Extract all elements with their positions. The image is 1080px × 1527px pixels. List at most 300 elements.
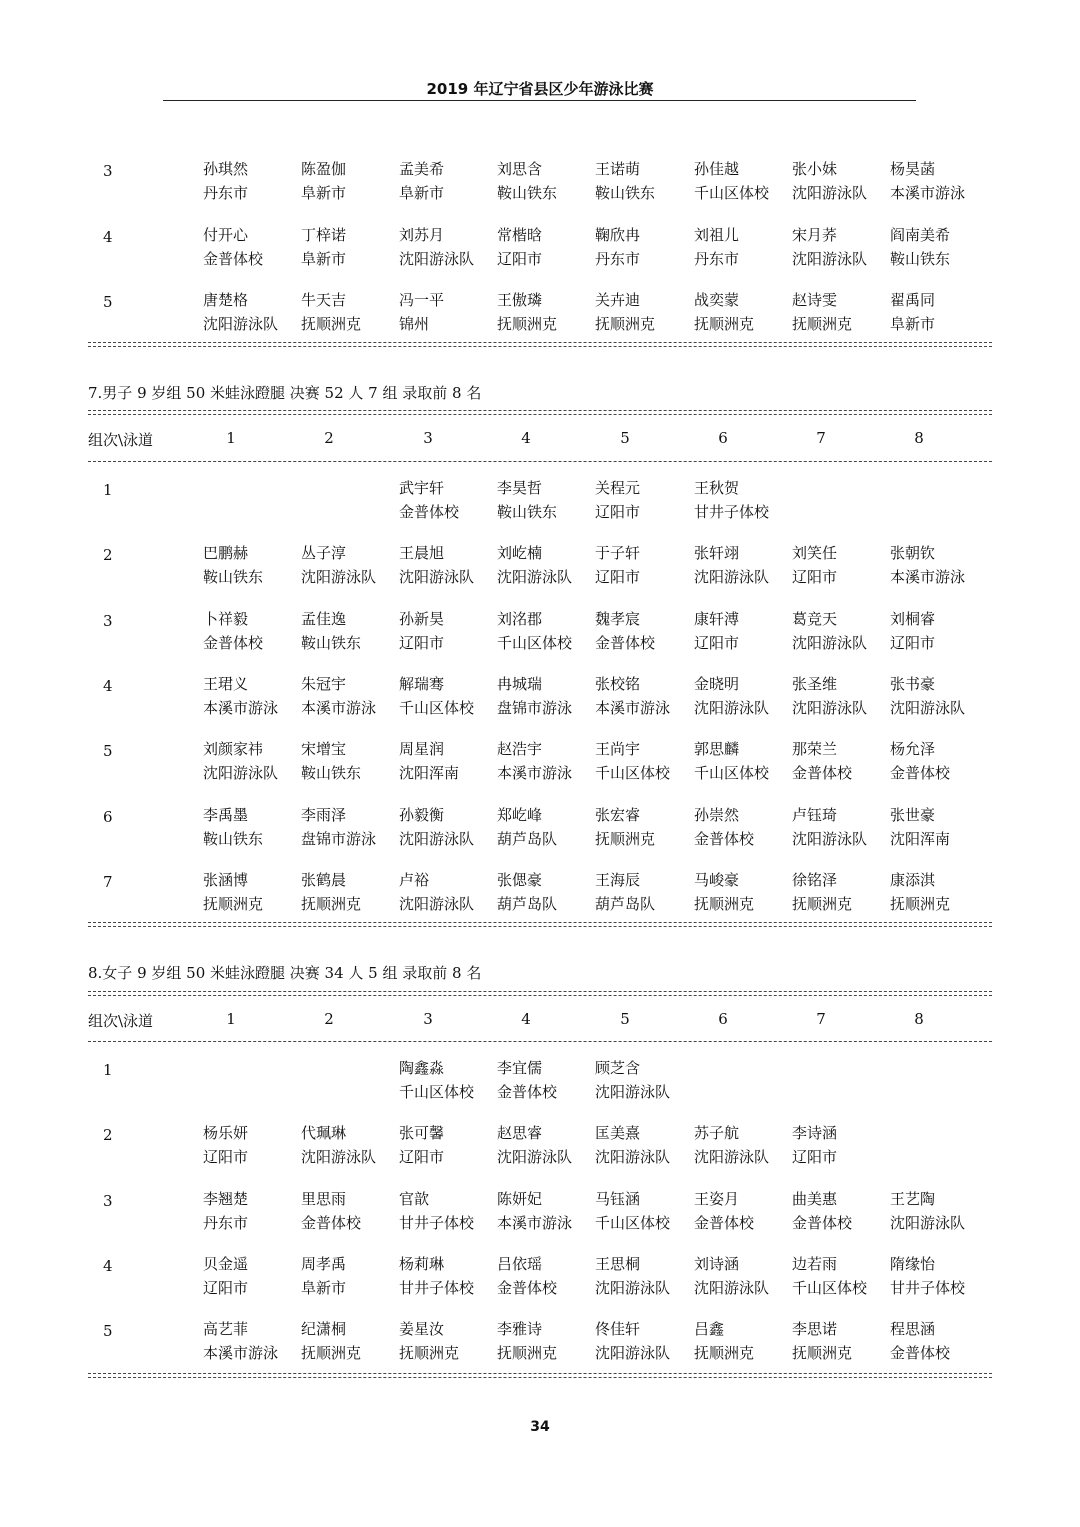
team-name: 本溪市游泳 xyxy=(890,568,966,587)
swimmer-name: 王艺陶 xyxy=(890,1189,936,1208)
swimmer-name: 鞠欣冉 xyxy=(595,225,641,244)
lane-entry xyxy=(792,162,889,205)
team-name: 辽阳市 xyxy=(203,1278,249,1297)
section-title-boys-9: 7.男子 9 岁组 50 米蛙泳蹬腿 决赛 52 人 7 组 录取前 8 名 xyxy=(88,384,482,402)
team-name: 本溪市游泳 xyxy=(595,698,671,717)
team-name: 沈阳游泳队 xyxy=(497,1148,573,1167)
team-name: 金普体校 xyxy=(694,829,755,848)
lane-entry xyxy=(792,1254,889,1300)
team-name: 辽阳市 xyxy=(890,633,936,652)
lane-entry xyxy=(890,162,987,205)
swimmer-name: 程思涵 xyxy=(890,1320,936,1339)
swimmer-name: 刘桐睿 xyxy=(890,609,936,628)
swimmer-name: 吕依瑶 xyxy=(497,1254,543,1273)
swimmer-name: 关卉迪 xyxy=(595,291,641,309)
swimmer-name: 康轩溥 xyxy=(694,609,740,628)
team-name: 金普体校 xyxy=(203,249,264,268)
swimmer-name: 杨昊菡 xyxy=(890,160,936,178)
team-name: 抚顺洲克 xyxy=(792,1344,853,1363)
heat-number: 2 xyxy=(103,546,113,565)
team-name: 本溪市游泳 xyxy=(301,698,377,717)
swimmer-name: 王海辰 xyxy=(595,870,641,889)
team-name: 甘井子体校 xyxy=(399,1278,475,1297)
team-name: 千山区体校 xyxy=(497,633,573,652)
swimmer-name: 阎南美希 xyxy=(890,225,951,244)
lane-entry xyxy=(399,742,496,785)
lane-entry xyxy=(399,1189,496,1235)
lane-number: 3 xyxy=(423,429,433,447)
swimmer-name: 孟美希 xyxy=(399,160,445,178)
team-name: 本溪市游泳 xyxy=(890,184,966,202)
lane-entry xyxy=(694,481,791,524)
lane-header-label: 组次\泳道 xyxy=(88,431,154,449)
lane-entry xyxy=(203,225,300,271)
lane-entry xyxy=(694,870,791,916)
lane-entry xyxy=(497,674,594,720)
team-name: 丹东市 xyxy=(203,184,249,202)
lane-entry xyxy=(792,805,889,851)
team-name: 抚顺洲克 xyxy=(792,894,853,913)
swimmer-name: 张书豪 xyxy=(890,674,936,693)
team-name: 甘井子体校 xyxy=(399,1213,475,1232)
lane-entry xyxy=(497,481,594,524)
team-name: 千山区体校 xyxy=(694,764,770,783)
team-name: 沈阳游泳队 xyxy=(792,698,868,717)
swimmer-name: 赵浩宇 xyxy=(497,740,543,759)
lane-entry xyxy=(497,1254,594,1300)
swimmer-name: 张校铭 xyxy=(595,674,641,693)
team-name: 葫芦岛队 xyxy=(497,894,558,913)
team-name: 金普体校 xyxy=(595,633,656,652)
team-name: 沈阳游泳队 xyxy=(792,184,868,202)
heat-row xyxy=(88,546,992,594)
team-name: 沈阳游泳队 xyxy=(694,1148,770,1167)
lane-entry xyxy=(399,870,496,916)
swimmer-name: 王珺义 xyxy=(203,674,249,693)
team-name: 金普体校 xyxy=(792,764,853,783)
swimmer-name xyxy=(890,476,987,500)
header-rule xyxy=(163,100,916,101)
team-name: 本溪市游泳 xyxy=(203,698,279,717)
lane-number: 7 xyxy=(816,1010,826,1028)
swimmer-name: 魏孝宸 xyxy=(595,609,641,628)
lane-entry xyxy=(595,162,692,205)
lane-entry xyxy=(792,674,889,720)
heat-row xyxy=(88,1061,992,1109)
team-name: 抚顺洲克 xyxy=(203,894,264,913)
team-name: 鞍山铁东 xyxy=(301,764,362,783)
lane-entry xyxy=(595,1189,692,1235)
swimmer-name: 李雨泽 xyxy=(301,805,347,824)
lane-entry xyxy=(399,1322,496,1365)
swimmer-name: 孙新昊 xyxy=(399,609,445,628)
team-name: 抚顺洲克 xyxy=(399,1344,460,1363)
lane-entry xyxy=(694,1189,791,1235)
team-name: 沈阳浑南 xyxy=(399,764,460,783)
double-divider xyxy=(88,342,992,347)
swimmer-name: 赵思睿 xyxy=(497,1124,543,1143)
lane-entry xyxy=(694,805,791,851)
lane-entry xyxy=(890,481,987,524)
lane-entry xyxy=(497,742,594,785)
team-name: 沈阳游泳队 xyxy=(694,568,770,587)
team-name: 沈阳游泳队 xyxy=(694,1278,770,1297)
team-name: 金普体校 xyxy=(203,633,264,652)
heat-number: 3 xyxy=(103,162,113,180)
swimmer-name: 王思桐 xyxy=(595,1254,641,1273)
lane-entry xyxy=(890,609,987,655)
swimmer-name: 高艺菲 xyxy=(203,1320,249,1339)
lane-number: 2 xyxy=(324,1010,334,1028)
team-name: 抚顺洲克 xyxy=(694,315,755,333)
swimmer-name: 张偲豪 xyxy=(497,870,543,889)
swimmer-name: 陈妍妃 xyxy=(497,1189,543,1208)
lane-entry xyxy=(792,870,889,916)
lane-entry xyxy=(203,674,300,720)
heat-row xyxy=(88,1189,992,1240)
lane-entry xyxy=(301,546,398,589)
lane-entry xyxy=(497,1126,594,1169)
lane-entry xyxy=(203,609,300,655)
swimmer-name: 张朝钦 xyxy=(890,544,936,563)
team-name xyxy=(792,500,889,524)
swimmer-name xyxy=(301,476,398,500)
swimmer-name: 王晨旭 xyxy=(399,544,445,563)
swimmer-name xyxy=(890,1056,987,1080)
team-name: 金普体校 xyxy=(497,1278,558,1297)
team-name: 金普体校 xyxy=(301,1213,362,1232)
team-name: 抚顺洲克 xyxy=(694,1344,755,1363)
team-name: 葫芦岛队 xyxy=(595,894,656,913)
lane-entry xyxy=(497,225,594,271)
swimmer-name: 杨乐妍 xyxy=(203,1124,249,1143)
team-name: 鞍山铁东 xyxy=(595,184,656,202)
single-divider xyxy=(88,1041,992,1042)
lane-entry xyxy=(301,1254,398,1300)
team-name: 沈阳游泳队 xyxy=(890,698,966,717)
lane-entry xyxy=(694,546,791,589)
lane-entry xyxy=(301,225,398,271)
swimmer-name: 佟佳轩 xyxy=(595,1320,641,1339)
swimmer-name: 王秋贺 xyxy=(694,479,740,497)
double-divider xyxy=(88,922,992,927)
lane-number: 1 xyxy=(226,1010,236,1028)
swimmer-name: 隋缘怡 xyxy=(890,1254,936,1273)
swimmer-name: 吕鑫 xyxy=(694,1320,725,1339)
lane-entry xyxy=(497,805,594,851)
lane-entry xyxy=(595,546,692,589)
lane-entry xyxy=(595,870,692,916)
swimmer-name: 刘屹楠 xyxy=(497,544,543,563)
heat-number: 4 xyxy=(103,227,113,246)
swimmer-name: 牛天吉 xyxy=(301,291,347,309)
swimmer-name: 边若雨 xyxy=(792,1254,838,1273)
lane-entry xyxy=(399,481,496,524)
team-name: 抚顺洲克 xyxy=(497,315,558,333)
lane-entry xyxy=(399,1061,496,1104)
lane-entry xyxy=(694,609,791,655)
team-name: 抚顺洲克 xyxy=(301,1344,362,1363)
team-name: 鞍山铁东 xyxy=(203,568,264,587)
swimmer-name: 那荣兰 xyxy=(792,740,838,759)
swimmer-name: 解瑞骞 xyxy=(399,674,445,693)
lane-header-row xyxy=(88,429,992,451)
lane-entry xyxy=(497,1189,594,1235)
team-name: 阜新市 xyxy=(301,1278,347,1297)
heat-number: 3 xyxy=(103,611,113,630)
team-name: 辽阳市 xyxy=(694,633,740,652)
swimmer-name: 葛竞天 xyxy=(792,609,838,628)
lane-entry xyxy=(890,870,987,916)
lane-number: 5 xyxy=(620,429,630,447)
lane-entry xyxy=(203,870,300,916)
lane-entry xyxy=(890,1254,987,1300)
swimmer-name: 陶鑫淼 xyxy=(399,1059,445,1077)
lane-entry xyxy=(595,225,692,271)
team-name: 辽阳市 xyxy=(595,503,641,521)
swimmer-name: 冉城瑞 xyxy=(497,674,543,693)
lane-entry xyxy=(694,1254,791,1300)
team-name: 沈阳游泳队 xyxy=(301,1148,377,1167)
team-name: 辽阳市 xyxy=(497,249,543,268)
lane-entry xyxy=(890,1061,987,1104)
lane-entry xyxy=(694,1322,791,1365)
lane-entry xyxy=(301,1061,398,1104)
team-name xyxy=(890,1145,987,1169)
swimmer-name: 张小妹 xyxy=(792,160,838,178)
swimmer-name: 李昊哲 xyxy=(497,479,543,497)
swimmer-name xyxy=(301,1056,398,1080)
swimmer-name: 姜星汝 xyxy=(399,1320,445,1339)
team-name: 辽阳市 xyxy=(792,1148,838,1167)
team-name: 金普体校 xyxy=(792,1213,853,1232)
swimmer-name: 刘祖儿 xyxy=(694,225,740,244)
swimmer-name: 武宇轩 xyxy=(399,479,445,497)
team-name: 沈阳游泳队 xyxy=(399,249,475,268)
team-name xyxy=(203,500,300,524)
team-name: 沈阳游泳队 xyxy=(792,829,868,848)
team-name: 金普体校 xyxy=(497,1083,558,1101)
swimmer-name: 李诗涵 xyxy=(792,1124,838,1143)
lane-entry xyxy=(890,546,987,589)
lane-entry xyxy=(595,1061,692,1104)
swimmer-name: 张鹤晨 xyxy=(301,870,347,889)
lane-entry xyxy=(203,1322,300,1365)
team-name: 甘井子体校 xyxy=(890,1278,966,1297)
swimmer-name: 张可馨 xyxy=(399,1124,445,1143)
lane-entry xyxy=(203,742,300,785)
team-name: 千山区体校 xyxy=(399,698,475,717)
swimmer-name: 顾芝含 xyxy=(595,1059,641,1077)
lane-entry xyxy=(399,1126,496,1169)
double-divider xyxy=(88,991,992,996)
team-name: 沈阳游泳队 xyxy=(203,764,279,783)
lane-entry xyxy=(595,674,692,720)
lane-number: 2 xyxy=(324,429,334,447)
team-name: 辽阳市 xyxy=(203,1148,249,1167)
lane-entry xyxy=(203,1254,300,1300)
lane-header-label: 组次\泳道 xyxy=(88,1012,154,1030)
heat-number: 5 xyxy=(103,742,113,761)
heat-number: 1 xyxy=(103,1061,113,1079)
swimmer-name: 宋增宝 xyxy=(301,740,347,759)
swimmer-name: 李雅诗 xyxy=(497,1320,543,1339)
lane-entry xyxy=(497,609,594,655)
swimmer-name: 张宏睿 xyxy=(595,805,641,824)
swimmer-name: 刘笑任 xyxy=(792,544,838,563)
swimmer-name: 杨莉琳 xyxy=(399,1254,445,1273)
team-name: 鞍山铁东 xyxy=(890,249,951,268)
lane-entry xyxy=(203,1126,300,1169)
heat-row xyxy=(88,1126,992,1174)
lane-entry xyxy=(792,1189,889,1235)
swimmer-name: 李宜儒 xyxy=(497,1059,543,1077)
team-name: 抚顺洲克 xyxy=(792,315,853,333)
team-name: 千山区体校 xyxy=(595,764,671,783)
team-name: 沈阳游泳队 xyxy=(694,698,770,717)
swimmer-name: 曲美惠 xyxy=(792,1189,838,1208)
lane-entry xyxy=(301,481,398,524)
lane-number: 8 xyxy=(914,429,924,447)
lane-entry xyxy=(890,674,987,720)
team-name: 辽阳市 xyxy=(399,633,445,652)
swimmer-name: 孟佳逸 xyxy=(301,609,347,628)
heat-row xyxy=(88,674,992,725)
lane-entry xyxy=(399,293,496,336)
team-name: 鞍山铁东 xyxy=(203,829,264,848)
swimmer-name: 杨允泽 xyxy=(890,740,936,759)
team-name: 抚顺洲克 xyxy=(301,894,362,913)
lane-entry xyxy=(595,293,692,336)
team-name: 沈阳游泳队 xyxy=(399,568,475,587)
swimmer-name: 常楷晗 xyxy=(497,225,543,244)
lane-entry xyxy=(694,225,791,271)
team-name: 锦州 xyxy=(399,315,430,333)
team-name: 沈阳游泳队 xyxy=(595,1344,671,1363)
swimmer-name: 郭思麟 xyxy=(694,740,740,759)
lane-entry xyxy=(203,1061,300,1104)
lane-entry xyxy=(792,293,889,336)
document-header: 2019 年辽宁省县区少年游泳比赛 xyxy=(426,80,654,98)
heat-row xyxy=(88,870,992,921)
swimmer-name xyxy=(792,476,889,500)
lane-entry xyxy=(399,805,496,851)
swimmer-name: 王诺萌 xyxy=(595,160,641,178)
swimmer-name: 陈盈伽 xyxy=(301,160,347,178)
lane-entry xyxy=(301,162,398,205)
lane-number: 3 xyxy=(423,1010,433,1028)
swimmer-name: 郑屹峰 xyxy=(497,805,543,824)
swimmer-name: 战奕蒙 xyxy=(694,291,740,309)
lane-entry xyxy=(399,1254,496,1300)
lane-entry xyxy=(595,481,692,524)
team-name: 辽阳市 xyxy=(399,1148,445,1167)
swimmer-name: 孙佳越 xyxy=(694,160,740,178)
swimmer-name xyxy=(792,1056,889,1080)
swimmer-name: 徐铭泽 xyxy=(792,870,838,889)
team-name: 抚顺洲克 xyxy=(595,315,656,333)
heat-number: 2 xyxy=(103,1126,113,1145)
team-name xyxy=(203,1080,300,1104)
heat-number: 4 xyxy=(103,676,113,695)
swimmer-name: 巴鹏赫 xyxy=(203,544,249,563)
team-name: 丹东市 xyxy=(694,249,740,268)
team-name: 丹东市 xyxy=(203,1213,249,1232)
team-name: 沈阳游泳队 xyxy=(497,568,573,587)
swimmer-name: 官歆 xyxy=(399,1189,430,1208)
lane-entry xyxy=(203,481,300,524)
lane-entry xyxy=(595,805,692,851)
page-number: 34 xyxy=(530,1419,550,1435)
team-name: 千山区体校 xyxy=(595,1213,671,1232)
swimmer-name: 李禹墨 xyxy=(203,805,249,824)
team-name: 鞍山铁东 xyxy=(497,503,558,521)
lane-number: 4 xyxy=(521,429,531,447)
team-name: 盘锦市游泳 xyxy=(301,829,377,848)
lane-entry xyxy=(203,546,300,589)
team-name: 沈阳游泳队 xyxy=(595,1083,671,1101)
team-name: 阜新市 xyxy=(890,315,936,333)
swimmer-name: 朱冠宇 xyxy=(301,674,347,693)
lane-entry xyxy=(301,1126,398,1169)
lane-entry xyxy=(301,742,398,785)
team-name xyxy=(694,1080,791,1104)
team-name: 金普体校 xyxy=(694,1213,755,1232)
team-name: 抚顺洲克 xyxy=(301,315,362,333)
swimmer-name: 于子轩 xyxy=(595,544,641,563)
swimmer-name: 张轩翊 xyxy=(694,544,740,563)
heat-number: 3 xyxy=(103,1191,113,1210)
lane-entry xyxy=(792,1126,889,1169)
lane-entry xyxy=(792,1322,889,1365)
heat-row xyxy=(88,609,992,660)
lane-entry xyxy=(792,481,889,524)
swimmer-name: 卜祥毅 xyxy=(203,609,249,628)
swimmer-name: 张圣维 xyxy=(792,674,838,693)
team-name xyxy=(301,500,398,524)
lane-entry xyxy=(399,674,496,720)
heat-row xyxy=(88,1322,992,1370)
swimmer-name: 李思诺 xyxy=(792,1320,838,1339)
heat-number: 5 xyxy=(103,293,113,311)
lane-entry xyxy=(497,1322,594,1365)
swimmer-name: 苏子航 xyxy=(694,1124,740,1143)
team-name: 本溪市游泳 xyxy=(203,1344,279,1363)
lane-entry xyxy=(301,674,398,720)
team-name: 金普体校 xyxy=(890,1344,951,1363)
lane-number: 6 xyxy=(718,1010,728,1028)
swimmer-name: 张世豪 xyxy=(890,805,936,824)
team-name: 抚顺洲克 xyxy=(595,829,656,848)
swimmer-name: 代珮琳 xyxy=(301,1124,347,1143)
team-name: 甘井子体校 xyxy=(694,503,770,521)
team-name: 沈阳游泳队 xyxy=(399,894,475,913)
lane-entry xyxy=(497,546,594,589)
lane-entry xyxy=(890,1126,987,1169)
lane-entry xyxy=(301,870,398,916)
lane-entry xyxy=(595,742,692,785)
lane-entry xyxy=(792,1061,889,1104)
swimmer-name xyxy=(203,476,300,500)
lane-entry xyxy=(203,293,300,336)
swimmer-name: 卢钰琦 xyxy=(792,805,838,824)
single-divider xyxy=(88,461,992,462)
team-name: 千山区体校 xyxy=(399,1083,475,1101)
team-name xyxy=(792,1080,889,1104)
heat-row xyxy=(88,293,992,341)
lane-entry xyxy=(694,742,791,785)
heat-row xyxy=(88,1254,992,1305)
